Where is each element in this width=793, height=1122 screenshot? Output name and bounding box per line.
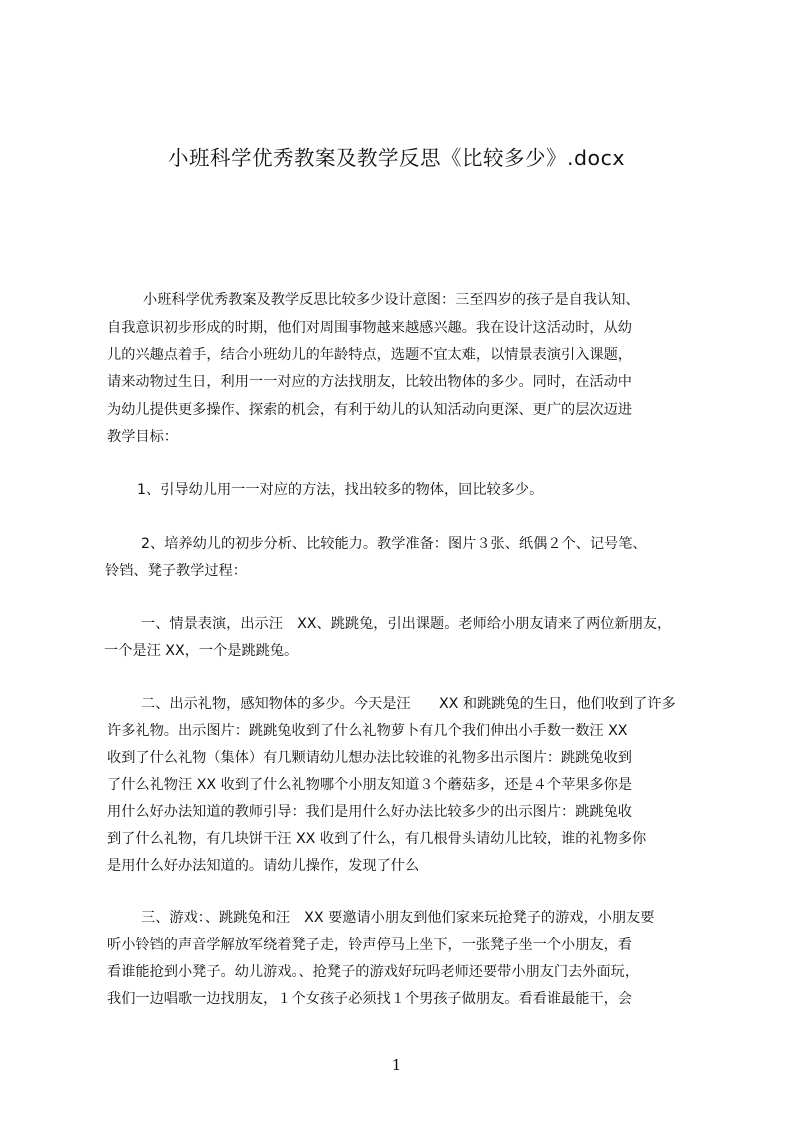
paragraph-line: 儿的兴趣点着手，结合小班幼儿的年龄特点，选题不宜太难，以情景表演引入课题， bbox=[107, 347, 632, 363]
paragraph-line: 了什么礼物汪 XX 收到了什么礼物哪个小朋友知道３个蘑菇多，还是４个苹果多你是 bbox=[107, 777, 633, 793]
paragraph-line: 到了什么礼物，有几块饼干汪 XX 收到了什么，有几根骨头请幼儿比较，谁的礼物多你 bbox=[107, 831, 647, 847]
paragraph-line: 用什么好办法知道的教师引导：我们是用什么好办法比较多少的出示图片：跳跳兔收 bbox=[107, 804, 632, 820]
paragraph-line: 铃铛、凳子教学过程： bbox=[105, 563, 247, 579]
paragraph-line: 二、出示礼物，感知物体的多少。今天是汪 XX 和跳跳兔的生日，他们收到了许多 bbox=[141, 696, 676, 712]
paragraph-line: 许多礼物。出示图片：跳跳兔收到了什么礼物萝卜有几个我们伸出小手数一数汪 XX bbox=[107, 723, 628, 739]
paragraph-line: 听小铃铛的声音学解放军绕着凳子走，铃声停马上坐下，一张凳子坐一个小朋友，看 bbox=[107, 937, 632, 953]
paragraph-line: 是用什么好办法知道的。请幼儿操作，发现了什么 bbox=[107, 858, 420, 874]
page-number: 1 bbox=[391, 1056, 402, 1074]
paragraph-line: 教学目标： bbox=[107, 429, 178, 445]
paragraph-line: 收到了什么礼物（集体）有几颗请幼儿想办法比较谁的礼物多出示图片：跳跳兔收到 bbox=[107, 750, 632, 766]
paragraph-line: 为幼儿提供更多操作、探索的机会，有利于幼儿的认知活动向更深、更广的层次迈进 bbox=[107, 402, 632, 418]
paragraph-line: 2、培养幼儿的初步分析、比较能力。教学准备：图片３张、纸偶２个、记号笔、 bbox=[141, 536, 647, 552]
paragraph-line: 看谁能抢到小凳子。幼儿游戏。、抢凳子的游戏好玩吗老师还要带小朋友门去外面玩， bbox=[107, 964, 640, 980]
paragraph-line: 1、引导幼儿用一一对应的方法，找出较多的物体，回比较多少。 bbox=[137, 482, 544, 498]
paragraph-line: 小班科学优秀教案及教学反思比较多少设计意图：三至四岁的孩子是自我认知、 bbox=[143, 292, 640, 308]
paragraph-line: 一、情景表演，出示汪 XX、跳跳兔，引出课题。老师给小朋友请来了两位新朋友， bbox=[141, 616, 672, 632]
paragraph-line: 自我意识初步形成的时期，他们对周围事物越来越感兴趣。我在设计这活动时，从幼 bbox=[107, 320, 632, 336]
document-title: 小班科学优秀教案及教学反思《比较多少》.docx bbox=[168, 146, 625, 170]
paragraph-line: 我们一边唱歌一边找朋友，１个女孩子必须找１个男孩子做朋友。看看谁最能干，会 bbox=[107, 991, 632, 1007]
paragraph-line: 一个是汪 XX，一个是跳跳兔。 bbox=[104, 643, 299, 659]
paragraph-line: 三、游戏：、跳跳兔和汪 XX 要邀请小朋友到他们家来玩抢凳子的游戏，小朋友要 bbox=[141, 910, 655, 926]
paragraph-line: 请来动物过生日，利用一一对应的方法找朋友，比较出物体的多少。同时，在活动中 bbox=[107, 374, 632, 390]
